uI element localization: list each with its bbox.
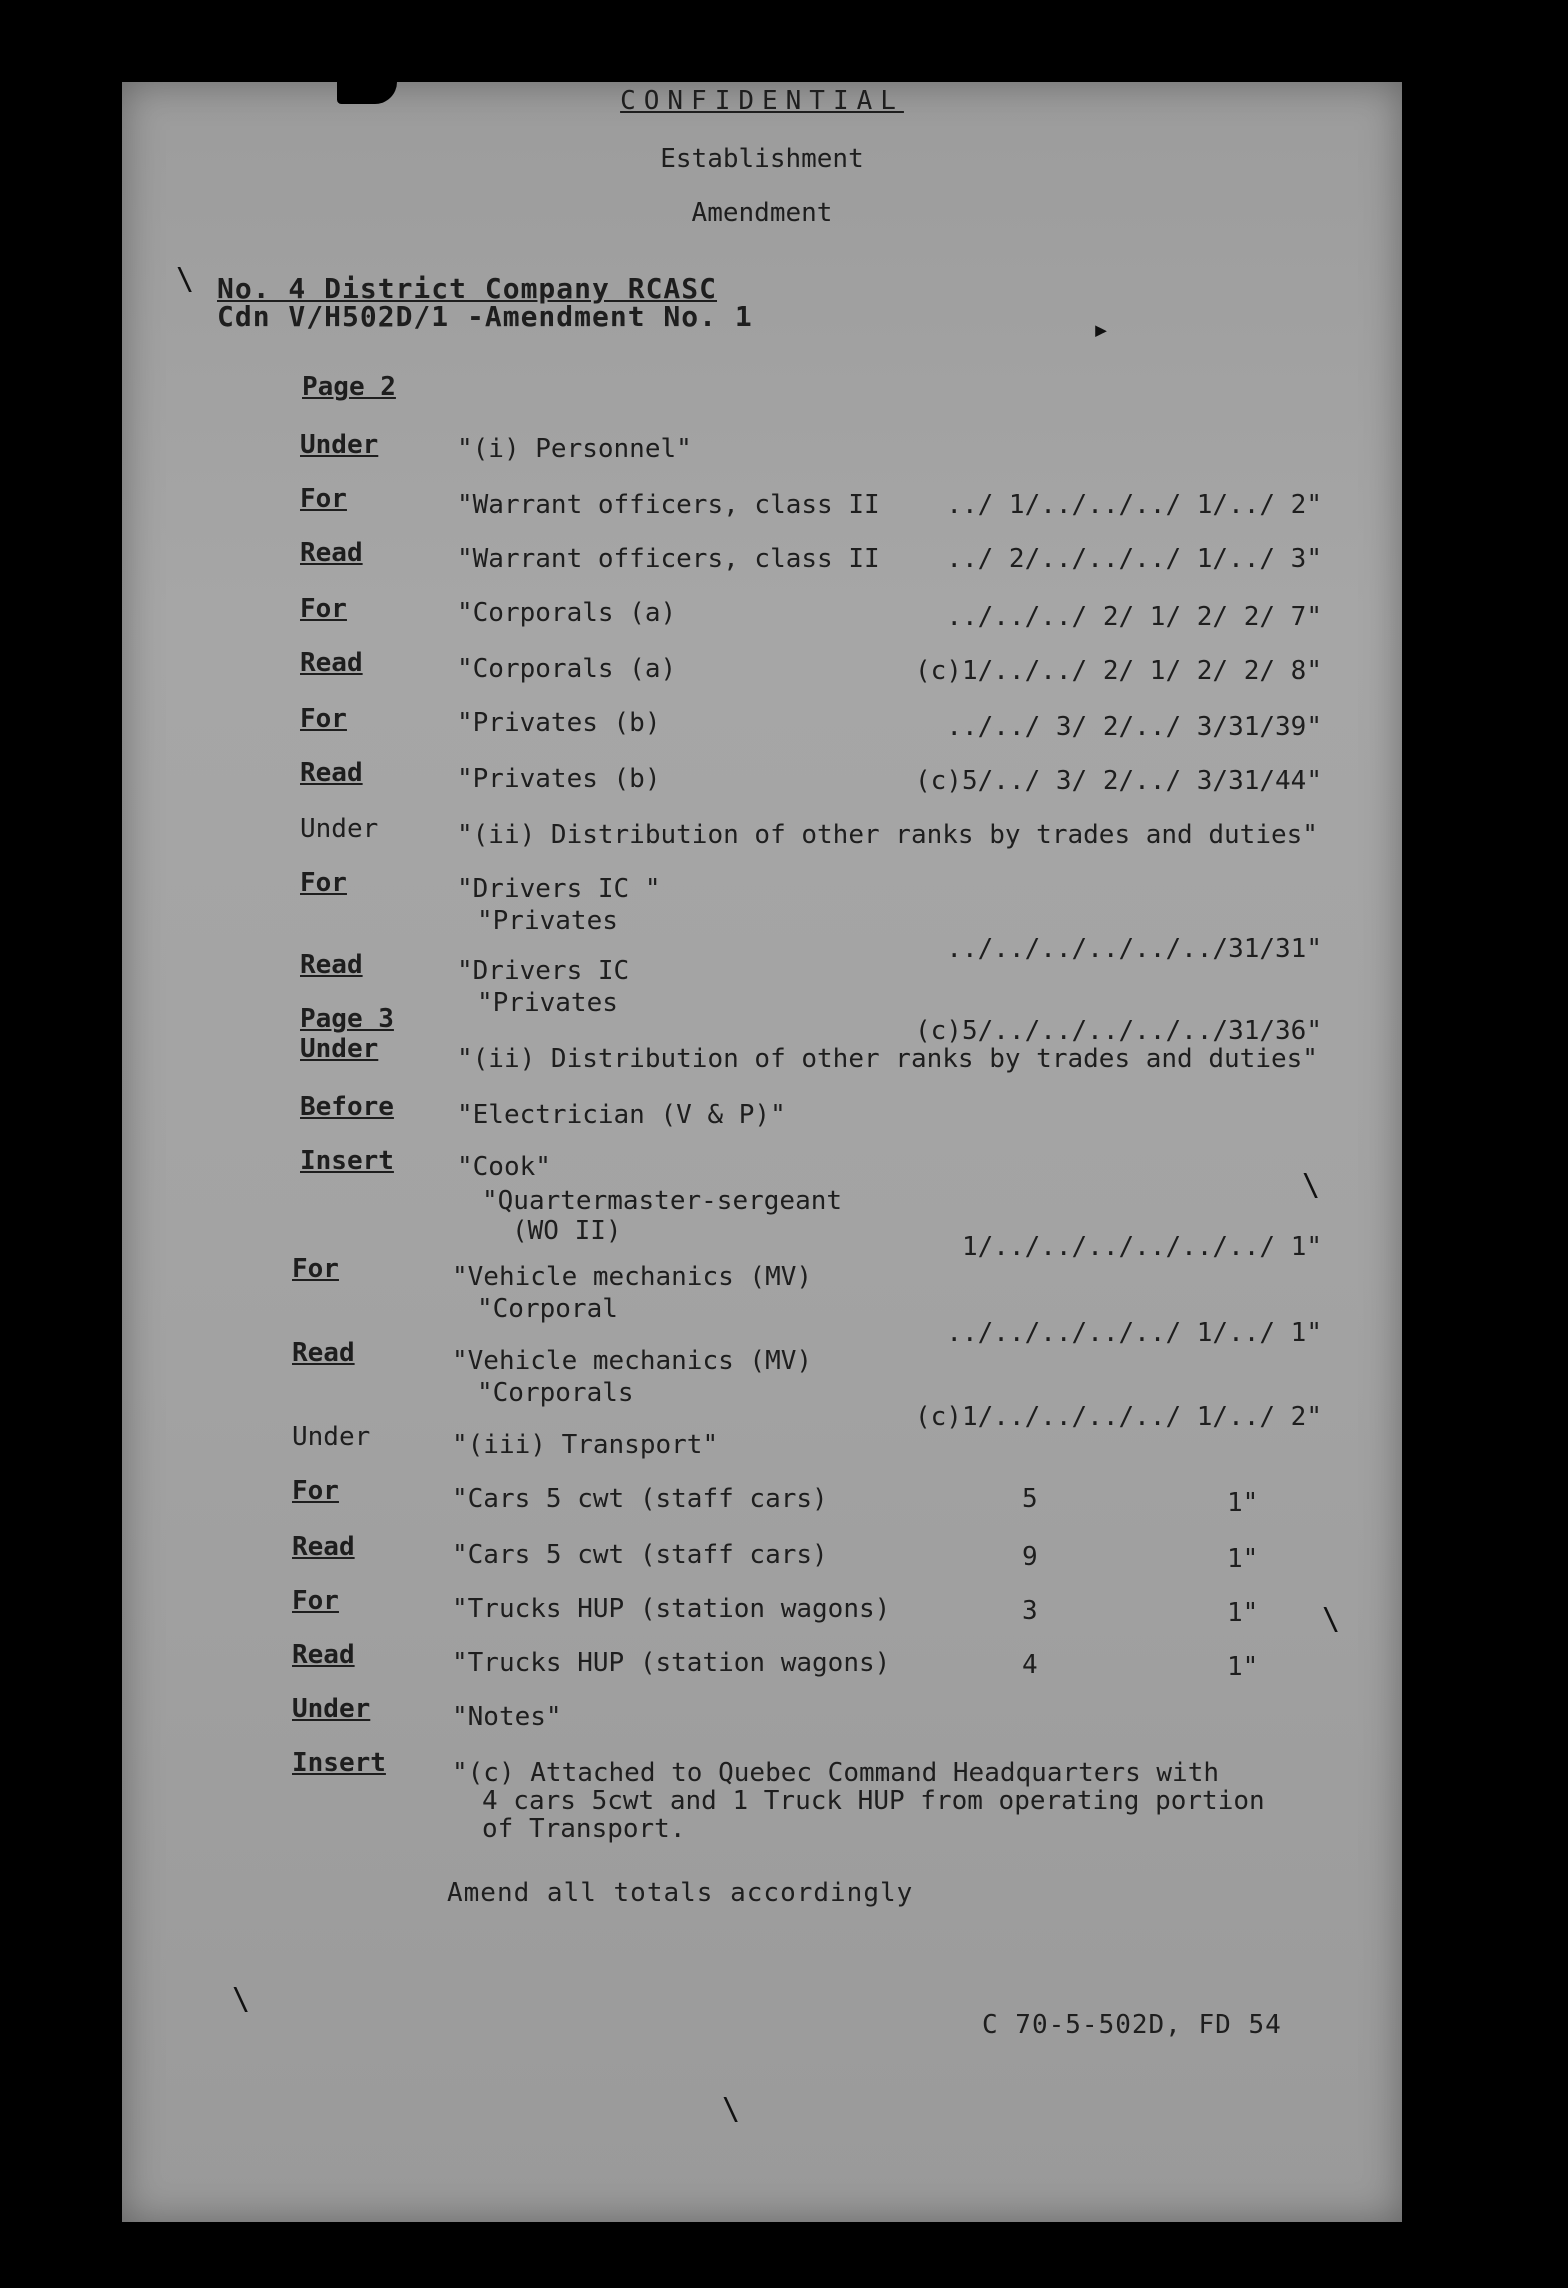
page-2-label: Page 2	[302, 372, 396, 402]
pencil-tick-mark: \	[1302, 1168, 1321, 1203]
row-label: Read	[300, 648, 363, 678]
pencil-tick-mark: \	[232, 1982, 251, 2017]
row-text: "(c) Attached to Quebec Command Headquarters with	[452, 1758, 1220, 1788]
row-text: "Corporals (a)	[457, 654, 677, 684]
row-text: "Drivers IC "	[457, 874, 661, 904]
row-text: "Drivers IC	[457, 956, 630, 986]
row-text-line3: (WO II)	[512, 1216, 622, 1246]
pencil-tick-mark: ▸	[1092, 312, 1111, 347]
row-text-line2: "Corporals	[477, 1378, 634, 1408]
row-label: Under	[292, 1694, 371, 1724]
row-value: ../../ 3/ 2/../ 3/31/39"	[946, 712, 1322, 742]
row-label: For	[292, 1476, 339, 1506]
document-page	[122, 82, 1402, 2222]
row-value-1: 5	[1022, 1484, 1038, 1514]
pencil-tick-mark: \	[176, 262, 195, 297]
row-label: Insert	[300, 1146, 394, 1176]
row-text: "(iii) Transport"	[452, 1430, 719, 1460]
row-label: Read	[292, 1338, 355, 1368]
row-label: For	[300, 704, 347, 734]
row-value: (c)5/../../../../../31/36"	[915, 1016, 1322, 1046]
row-label: Read	[300, 758, 363, 788]
row-value-1: 9	[1022, 1542, 1038, 1572]
confidential-heading: CONFIDENTIAL	[620, 86, 904, 116]
row-value: ../../../../../ 1/../ 1"	[946, 1318, 1322, 1348]
row-label: Under	[300, 1034, 379, 1064]
row-value: ../../../../../../31/31"	[946, 934, 1322, 964]
row-label: Read	[300, 950, 363, 980]
row-text: "Privates (b)	[457, 764, 661, 794]
pencil-tick-mark: \	[1322, 1602, 1341, 1637]
row-text: "Cars 5 cwt (staff cars)	[452, 1484, 828, 1514]
row-text: "Trucks HUP (station wagons)	[452, 1648, 891, 1678]
row-label: Under	[300, 814, 379, 844]
amendment-heading: Amendment	[691, 198, 833, 228]
row-value-1: 4	[1022, 1650, 1038, 1680]
row-label: Insert	[292, 1748, 386, 1778]
row-label: Under	[300, 430, 379, 460]
row-text-line2: "Corporal	[477, 1294, 618, 1324]
row-text: "Warrant officers, class II	[457, 544, 880, 574]
row-value: ../ 1/../../../ 1/../ 2"	[946, 490, 1322, 520]
row-text: "Corporals (a)	[457, 598, 677, 628]
page-3-label: Page 3	[300, 1004, 394, 1034]
row-text-line2: "Privates	[477, 988, 618, 1018]
row-value: 1/../../../../../../ 1"	[961, 1232, 1322, 1262]
row-label: For	[300, 484, 347, 514]
closing-note: Amend all totals accordingly	[447, 1878, 914, 1908]
row-label: Under	[292, 1422, 371, 1452]
row-text: "(ii) Distribution of other ranks by trades and duties"	[457, 1044, 1318, 1074]
row-value: (c)1/../../../../ 1/../ 2"	[915, 1402, 1322, 1432]
row-label: Read	[300, 538, 363, 568]
row-value: (c)1/../../ 2/ 1/ 2/ 2/ 8"	[915, 656, 1322, 686]
row-value-2: 1"	[1227, 1488, 1259, 1518]
row-label: Read	[292, 1532, 355, 1562]
row-value: ../ 2/../../../ 1/../ 3"	[946, 544, 1322, 574]
row-value-2: 1"	[1227, 1652, 1259, 1682]
row-text: "Warrant officers, class II	[457, 490, 880, 520]
row-text-line3: of Transport.	[482, 1814, 686, 1844]
row-text: "Cars 5 cwt (staff cars)	[452, 1540, 828, 1570]
row-text: "Vehicle mechanics (MV)	[452, 1262, 813, 1292]
row-label: For	[292, 1254, 339, 1284]
row-value-2: 1"	[1227, 1544, 1259, 1574]
unit-name: No. 4 District Company RCASC	[217, 272, 718, 305]
row-text-line2: 4 cars 5cwt and 1 Truck HUP from operating portion	[482, 1786, 1265, 1816]
row-text: "Electrician (V & P)"	[457, 1100, 786, 1130]
row-text-line2: "Privates	[477, 906, 618, 936]
file-reference: C 70-5-502D, FD 54	[982, 2010, 1282, 2040]
establishment-heading: Establishment	[660, 144, 864, 174]
pencil-tick-mark: \	[722, 2092, 741, 2127]
row-label: For	[300, 868, 347, 898]
row-value: ../../../ 2/ 1/ 2/ 2/ 7"	[946, 602, 1322, 632]
row-text: "(ii) Distribution of other ranks by trades and duties"	[457, 820, 1318, 850]
row-label: Before	[300, 1092, 394, 1122]
row-label: Read	[292, 1640, 355, 1670]
row-text: "Cook"	[457, 1152, 551, 1182]
row-text: "Notes"	[452, 1702, 562, 1732]
row-text-line2: "Quartermaster-sergeant	[482, 1186, 843, 1216]
row-label: For	[292, 1586, 339, 1616]
row-text: "Trucks HUP (station wagons)	[452, 1594, 891, 1624]
row-text: "(i) Personnel"	[457, 434, 692, 464]
row-label: For	[300, 594, 347, 624]
row-text: "Privates (b)	[457, 708, 661, 738]
amendment-reference: Cdn V/H502D/1 -Amendment No. 1	[217, 300, 753, 333]
row-text: "Vehicle mechanics (MV)	[452, 1346, 813, 1376]
row-value-1: 3	[1022, 1596, 1038, 1626]
row-value-2: 1"	[1227, 1598, 1259, 1628]
row-value: (c)5/../ 3/ 2/../ 3/31/44"	[915, 766, 1322, 796]
